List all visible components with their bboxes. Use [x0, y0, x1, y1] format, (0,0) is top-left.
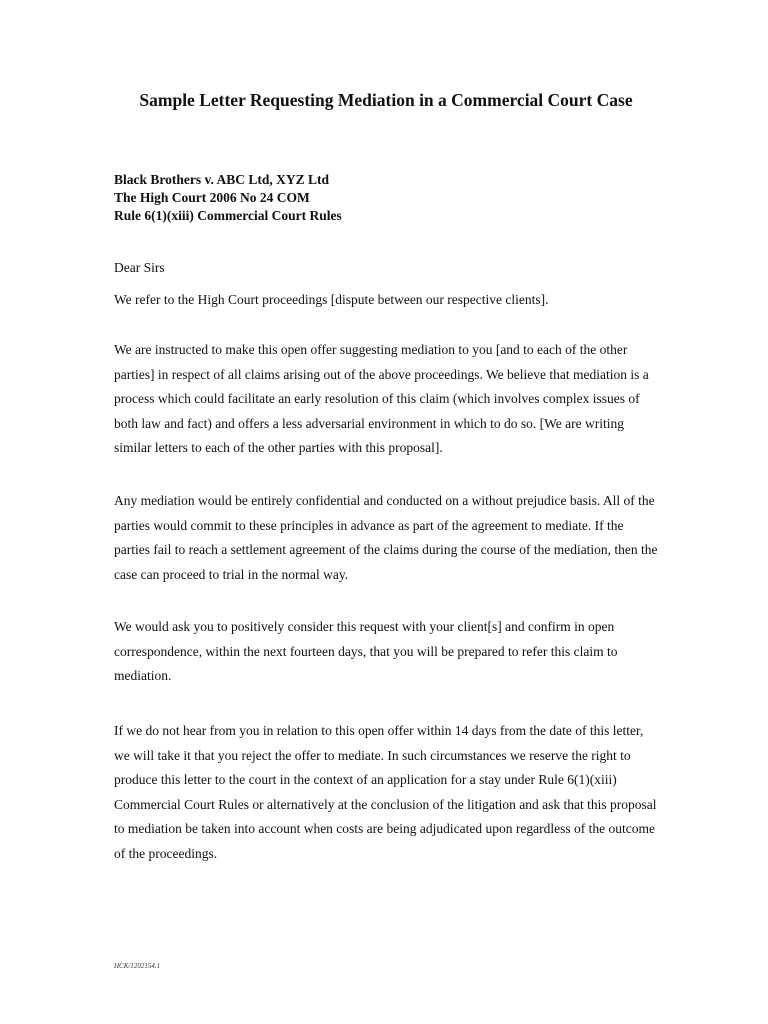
paragraph-proceedings-reference: We refer to the High Court proceedings [dispute between our respective clients].	[114, 292, 549, 307]
case-reference-block	[114, 171, 342, 225]
paragraph-confidentiality: Any mediation would be entirely confidential and conducted on a without prejudice basis. All of the parties would commit to these principles in advance as part of the agreement to mediate. If the parties fail to reach a settlement agreement of the claims during the course of the mediation, then the case can proceed to trial in the normal way.	[114, 493, 658, 582]
paragraph-reservation-of-rights: If we do not hear from you in relation to this open offer within 14 days from the date of this letter, we will take it that you reject the offer to mediate. In such circumstances we reserve the right to produce this letter to the court in the context of an application for a stay under Rule 6(1)(xiii) Commercial Court Rules or alternatively at the conclusion of the litigation and ask that this proposal to mediation be taken into account when costs are being adjudicated upon regardless of the outcome of the proceedings.	[114, 723, 657, 861]
case-name: Black Brothers v. ABC Ltd, XYZ Ltd	[114, 172, 330, 187]
salutation: Dear Sirs	[114, 260, 165, 275]
footer-document-reference: HCK/1202154.1	[114, 962, 161, 970]
court-reference: The High Court 2006 No 24 COM	[114, 190, 310, 205]
document-title: Sample Letter Requesting Mediation in a Commercial Court Case	[139, 90, 633, 110]
paragraph-mediation-offer: We are instructed to make this open offer suggesting mediation to you [and to each of the other parties] in respect of all claims arising out of the above proceedings. We believe that mediation is a process which could facilitate an early resolution of this claim (which involves complex issues of both law and fact) and offers a less adversarial environment in which to do so. [We are writing similar letters to each of the other parties with this proposal].	[114, 342, 649, 455]
paragraph-request-confirmation: We would ask you to positively consider this request with your client[s] and confirm in open correspondence, within the next fourteen days, that you will be prepared to refer this claim to mediation.	[114, 619, 618, 683]
court-rule: Rule 6(1)(xiii) Commercial Court Rules	[114, 208, 342, 223]
